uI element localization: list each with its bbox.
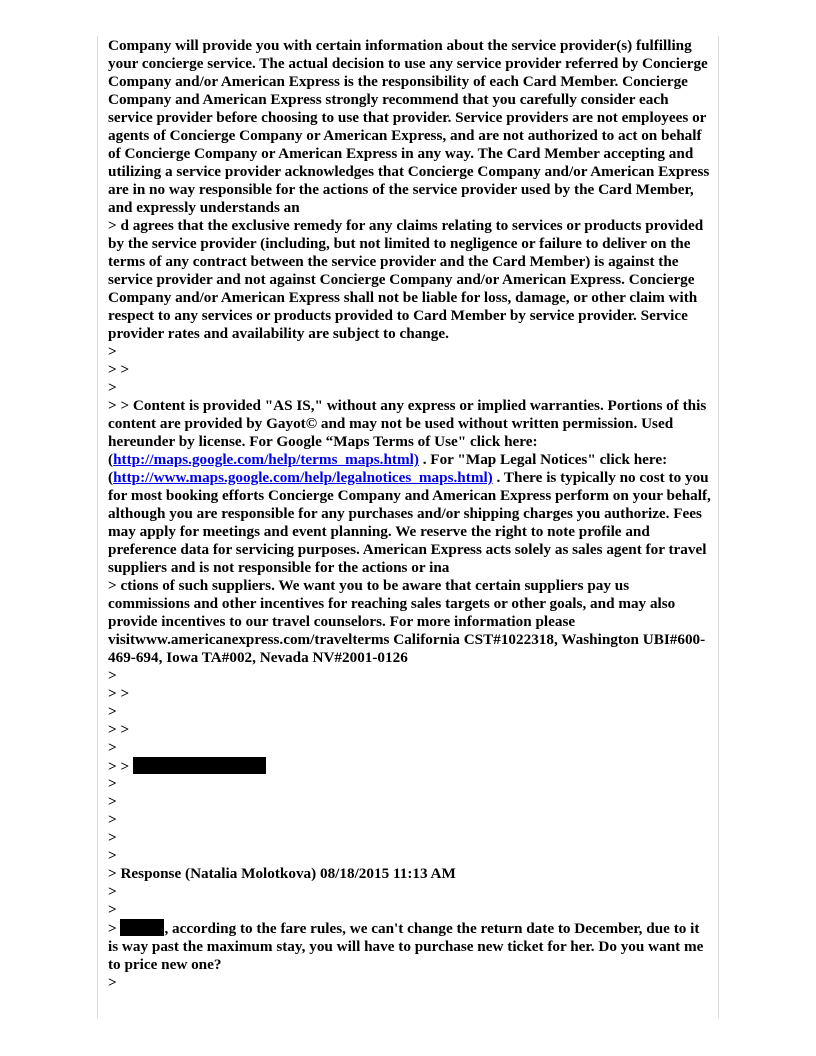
content-disclaimer-paragraph	[108, 397, 712, 577]
disclaimer-text: > > Content is provided "AS IS," without any express or implied warranties. Portions of this content are provided by Gayot© and may not be used without written permission. Used hereunder by license. For Google “Maps Terms of Use" click here: (	[108, 397, 707, 468]
disclaimer-text: . There is typically no cost to you for most booking efforts Concierge Company and American Express perform on your behalf, although you are responsible for any purchases and/or shipping charges you authorize. Fees may apply for meetings and event planning. We reserve the right to note profile and preference data for servicing purposes. American Express acts solely as sales agent for travel suppliers and is not responsible for the actions or ina	[108, 469, 711, 576]
quote-marker: >	[108, 667, 117, 684]
response-message	[108, 919, 712, 974]
quote-marker: >	[108, 793, 117, 810]
quote-marker: >	[108, 775, 117, 792]
quote-marker: >	[108, 739, 117, 756]
maps-legal-notices-link[interactable]: http://www.maps.google.com/help/legalnotices_maps.html)	[113, 469, 493, 486]
quote-marker: >	[108, 847, 117, 864]
quote-marker: >	[108, 829, 117, 846]
supplier-disclaimer-paragraph: > ctions of such suppliers. We want you to be aware that certain suppliers pay us commissions and other incentives for reaching sales targets or other goals, and may also provide incentives to our travel counselors. For more information please visitwww.americanexpress.com/travelterms California CST#1022318, Washington UBI#600-469-694, Iowa TA#002, Nevada NV#2001-0126	[108, 577, 706, 666]
quote-marker: >	[108, 920, 117, 937]
quote-marker: >	[108, 343, 117, 360]
quote-marker: >	[108, 901, 117, 918]
quote-marker: >	[108, 974, 117, 991]
maps-terms-link[interactable]: http://maps.google.com/help/terms_maps.html)	[113, 451, 419, 468]
response-header: > Response (Natalia Molotkova) 08/18/2015 11:13 AM	[108, 865, 456, 882]
quote-marker: >	[108, 811, 117, 828]
email-body	[108, 37, 712, 992]
redaction-block	[120, 919, 164, 936]
redaction-block	[133, 757, 266, 774]
disclaimer-paragraph-2: > d agrees that the exclusive remedy for any claims relating to services or products provided by the service provider (including, but not limited to negligence or failure to deliver on the terms of any contract between the service provider and the Card Member) is against the service provider and not against Concierge Company and/or American Express. Concierge Company and/or American Express shall not be liable for loss, damage, or other claim with respect to any services or products provided to Card Member by service provider. Service provider rates and availability are subject to change.	[108, 217, 704, 342]
response-text: , according to the fare rules, we can't change the return date to December, due to it is way past the maximum stay, you will have to purchase new ticket for her. Do you want me to price new one?	[108, 920, 704, 973]
quote-marker: >	[108, 703, 117, 720]
quote-marker: > >	[108, 758, 130, 775]
quote-line-redacted	[108, 757, 712, 775]
quote-marker: > >	[108, 361, 130, 378]
disclaimer-paragraph-1: Company will provide you with certain information about the service provider(s) fulfilling your concierge service. The actual decision to use any service provider referred by Concierge Company and/or American Express is the responsibility of each Card Member. Concierge Company and American Express strongly recommend that you carefully consider each service provider before choosing to use that provider. Service providers are not employees or agents of Concierge Company or American Express, and are not authorized to act on behalf of Concierge Company or American Express in any way. The Card Member accepting and utilizing a service provider acknowledges that Concierge Company and/or American Express are in no way responsible for the actions of the service provider used by the Card Member, and expressly understands an	[108, 37, 710, 216]
quote-marker: >	[108, 883, 117, 900]
quote-marker: > >	[108, 721, 130, 738]
disclaimer-text: . For "Map Legal Notices" click here: (	[108, 451, 668, 486]
quote-marker: >	[108, 379, 117, 396]
quote-marker: > >	[108, 685, 130, 702]
